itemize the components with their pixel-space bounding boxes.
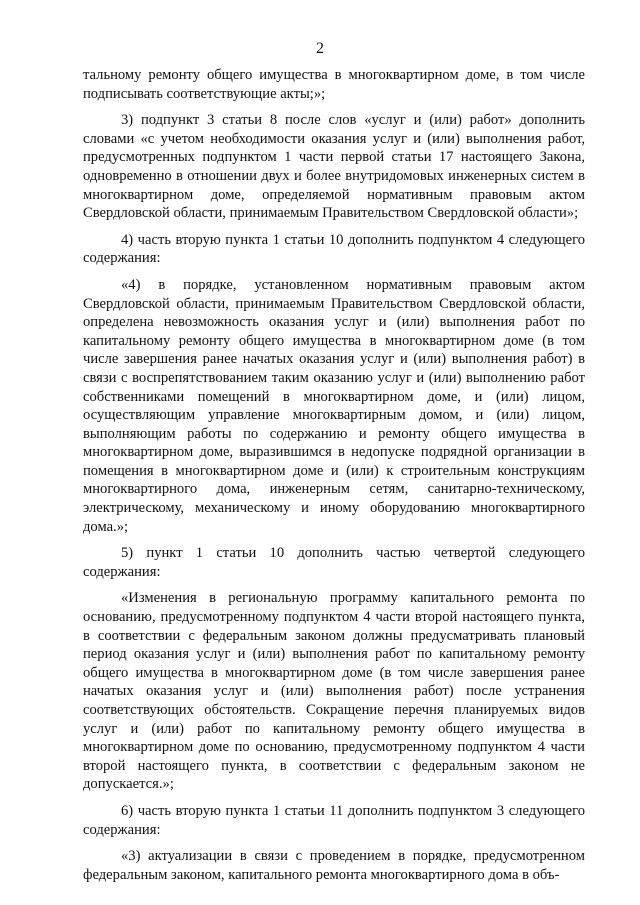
paragraph-continuation: тальному ремонту общего имущества в многоквартирном доме, в том числе подписывать соответствующие акты;»; (83, 67, 585, 102)
paragraph-item-3: 3) подпункт 3 статьи 8 после слов «услуг и (или) работ» дополнить словами «с учетом необходимости оказания услуг и (или) выполнения работ, предусмотренных подпунктом 1 части первой статьи 17 настоящего Закона, одновременно в отношении двух и более внутридомовых инженерных систем в многоквартирном доме, определяемой нормативным правовым актом Свердловской области, принимаемым Правительством Свердловской области»; (83, 112, 585, 222)
paragraph-quote-subitem-3: «3) актуализации в связи с проведением в порядке, предусмотренном федеральным законом, капитального ремонта многоквартирного дома в объ- (83, 848, 585, 883)
document-body (83, 66, 585, 892)
page-number: 2 (316, 40, 324, 57)
paragraph-quote-part-four: «Изменения в региональную программу капитального ремонта по основанию, предусмотренному подпунктом 4 части второй настоящего пункта, в соответствии с федеральным законом должны предусматривать плановый период оказания услуг и (или) выполнения работ по капитальному ремонту общего имущества в многоквартирном доме (в том числе завершения ранее начатых оказания услуг и (или) выполнения работ) после устранения соответствующих обстоятельств. Сокращение перечня планируемых видов услуг и (или) работ по капитальному ремонту общего имущества в многоквартирном доме по основанию, предусмотренному подпунктом 4 части второй настоящего пункта, в соответствии с федеральным законом не допускается.»; (83, 590, 585, 793)
paragraph-quote-subitem-4: «4) в порядке, установленном нормативным правовым актом Свердловской области, принимаемым Правительством Свердловской области, определена невозможность оказания услуг и (или) выполнения работ по капитальному ремонту общего имущества в многоквартирном доме (в том числе завершения ранее начатых оказания услуг и (или) выполнения работ) в связи с воспрепятствованием таким оказанию услуг и (или) выполнению работ собственниками помещений в многоквартирном доме, и (или) лицом, осуществляющим управление многоквартирным домом, и (или) лицом, выполняющим работы по содержанию и ремонту общего имущества в многоквартирном доме, выразившимся в недопуске подрядной организации в помещения в многоквартирном доме и (или) к строительным конструкциям многоквартирного дома, инженерным сетям, санитарно-техническому, электрическому, механическому и иному оборудованию многоквартирного дома.»; (83, 276, 585, 535)
paragraph-item-4: 4) часть вторую пункта 1 статьи 10 дополнить подпунктом 4 следующего содержания: (83, 231, 585, 267)
paragraph-item-6: 6) часть вторую пункта 1 статьи 11 дополнить подпунктом 3 следующего содержания: (83, 802, 585, 838)
paragraph-item-5: 5) пункт 1 статьи 10 дополнить частью четвертой следующего содержания: (83, 545, 585, 580)
